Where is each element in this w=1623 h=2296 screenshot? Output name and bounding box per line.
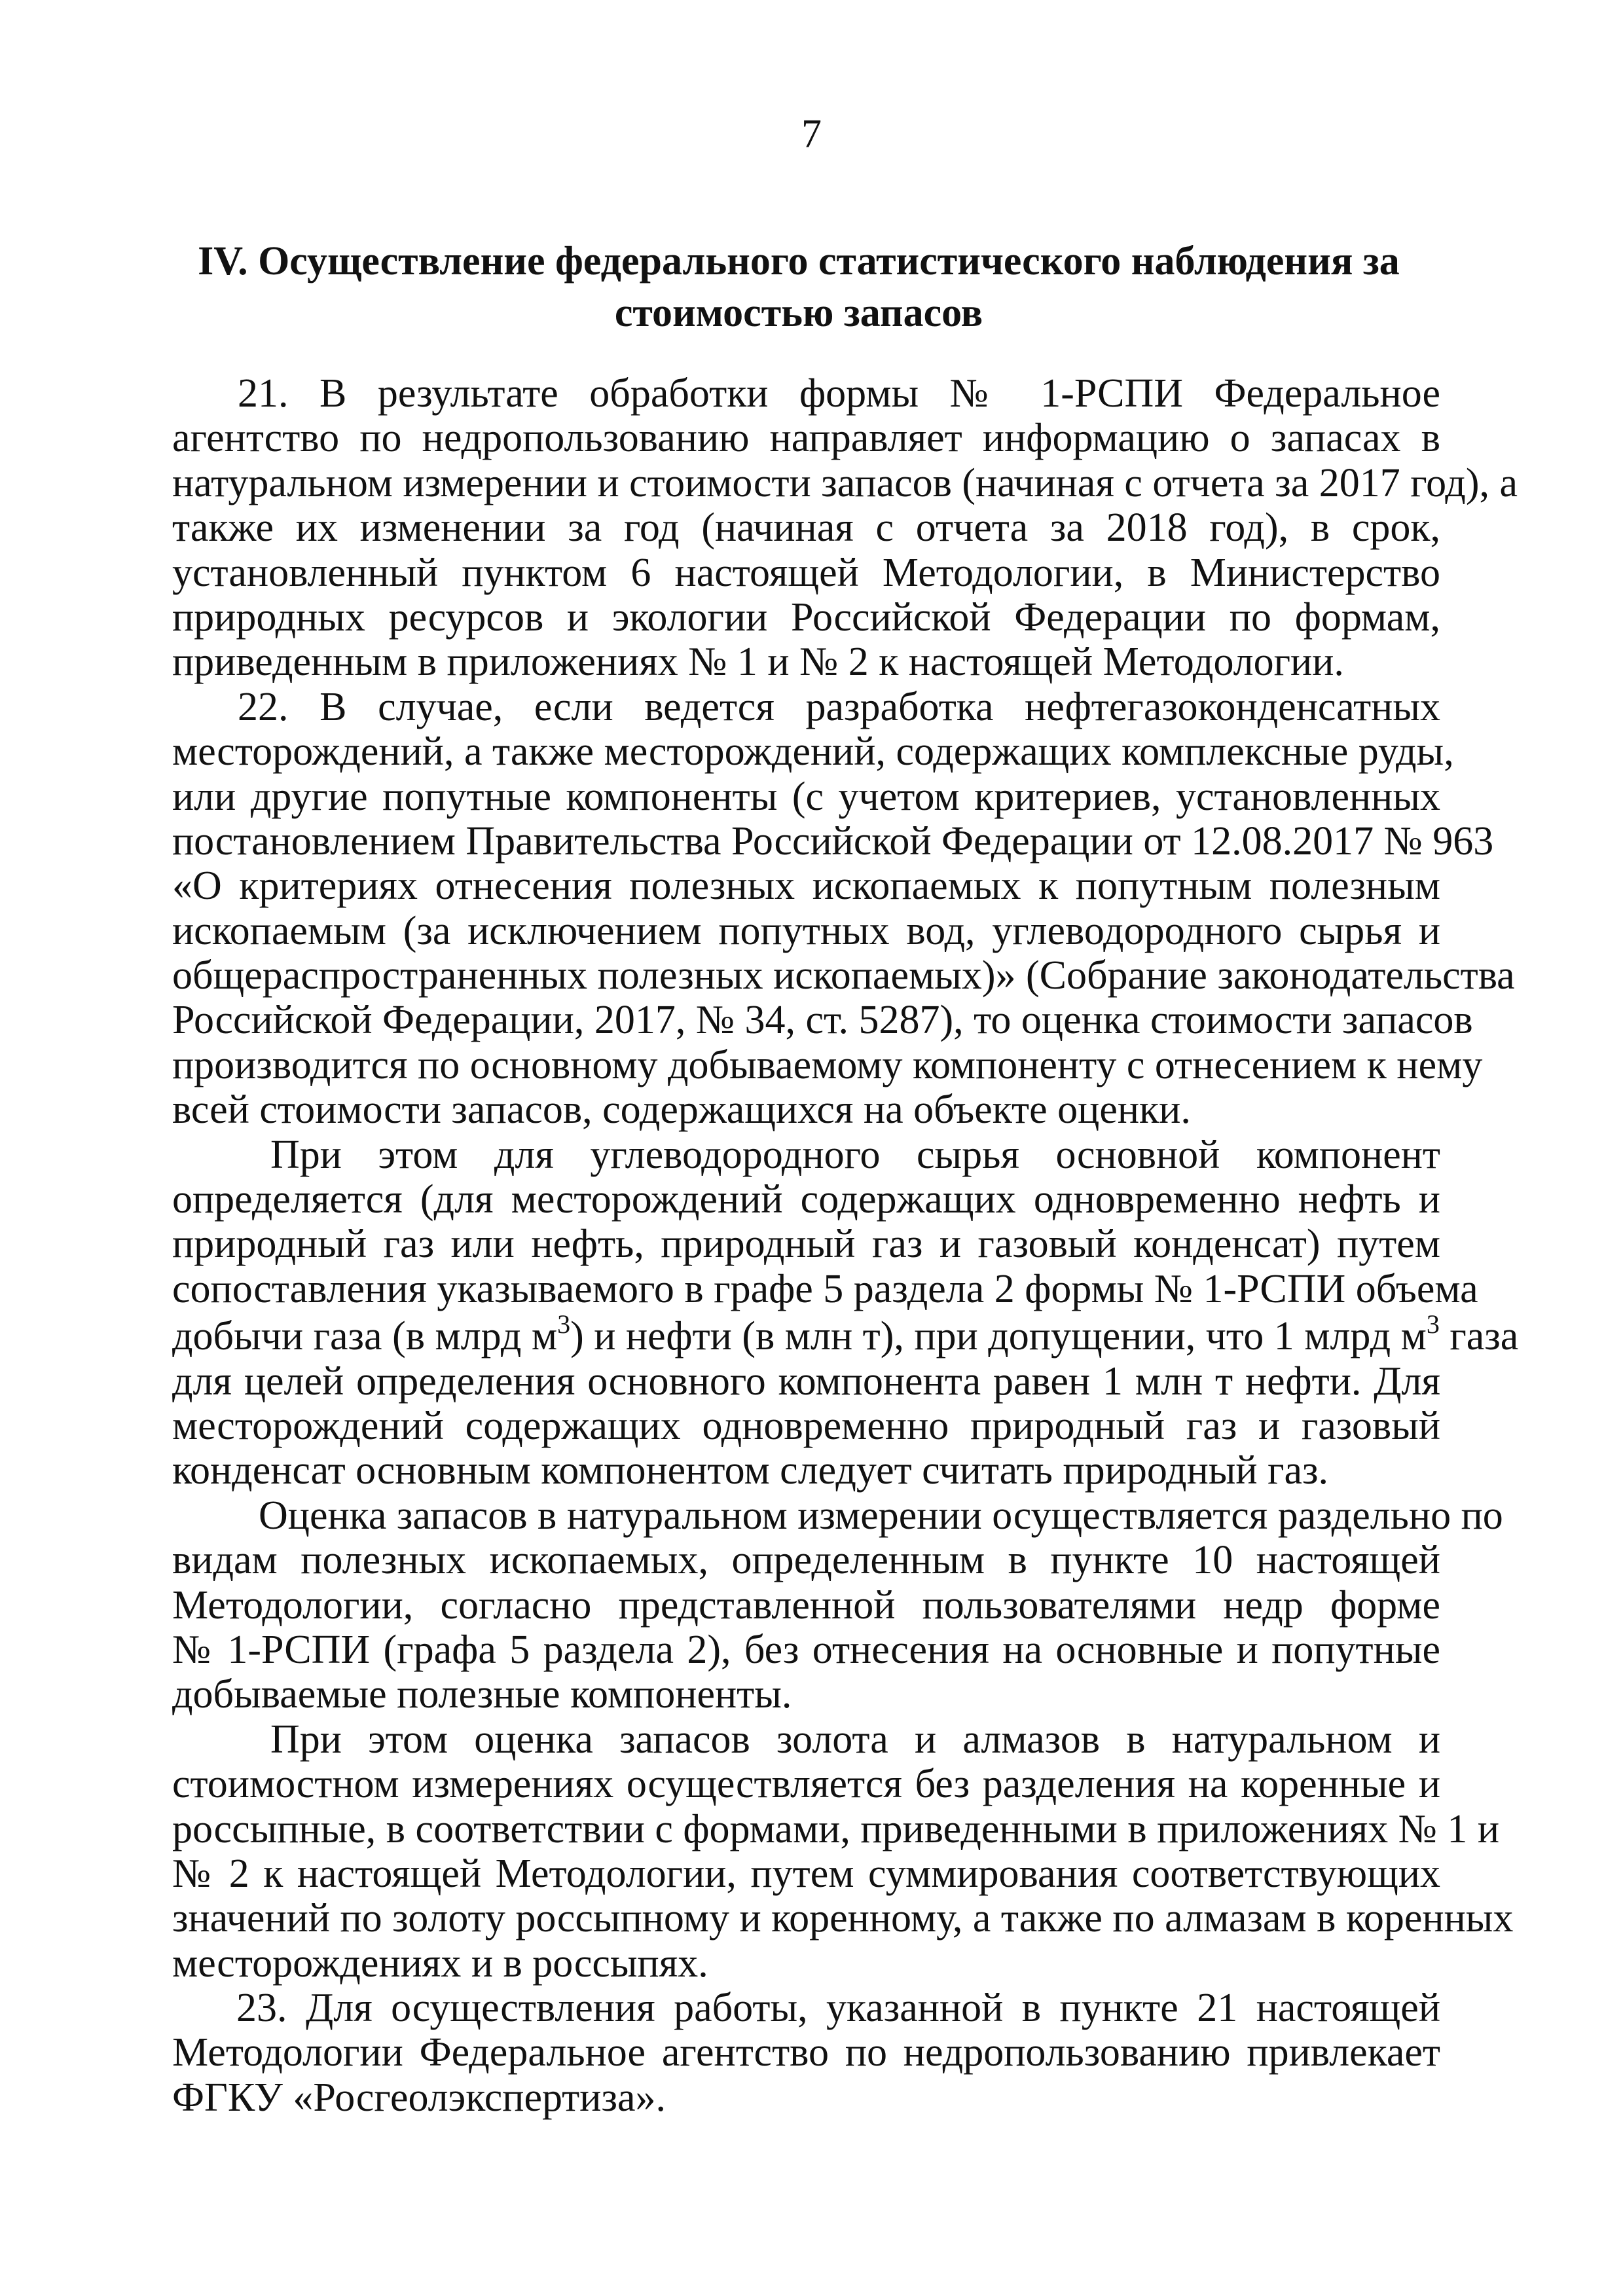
superscript: 3 [1426,1309,1440,1339]
main-component-line-with-superscripts [172,1309,1519,1359]
paragraph-22-line: производится по основному добываемому компоненту с отнесением к нему [172,1042,1483,1087]
paragraph-21-line: установленный пунктом 6 настоящей Методологии, в Министерство [172,550,1440,595]
paragraph-21-line: природных ресурсов и экологии Российской Федерации по формам, [172,594,1440,640]
text-fragment: добычи газа (в млрд м [172,1314,558,1359]
paragraph-21-line: приведенным в приложениях № 1 и № 2 к настоящей Методологии. [172,640,1344,685]
main-component-line: сопоставления указываемого в графе 5 раздела 2 формы № 1-РСПИ объема [172,1266,1478,1311]
superscript: 3 [557,1309,571,1339]
gold-diamonds-line: При этом оценка запасов золота и алмазов в натуральном и [270,1717,1440,1762]
gold-diamonds-line: месторождениях и в россыпях. [172,1941,708,1986]
main-component-line: определяется (для месторождений содержащих одновременно нефть и [172,1177,1440,1222]
section-heading-line-1: IV. Осуществление федерального статистического наблюдения за [198,239,1400,283]
gold-diamonds-line: стоимостном измерениях осуществляется без разделения на коренные и [172,1762,1440,1807]
main-component-line: конденсат основным компонентом следует считать природный газ. [172,1448,1329,1493]
paragraph-22-line: «О критериях отнесения полезных ископаемых к попутным полезным [172,864,1440,909]
text-fragment: ) и нефти (в млн т), при допущении, что 1 млрд м [570,1314,1427,1359]
main-component-line: При этом для углеводородного сырья основной компонент [270,1132,1440,1177]
section-heading-line-2: стоимостью запасов [614,291,983,335]
gold-diamonds-line: № 2 к настоящей Методологии, путем суммирования соответствующих [172,1851,1440,1896]
natural-measurement-line: Методологии, согласно представленной пользователями недр форме [172,1582,1440,1628]
paragraph-22-line: или другие попутные компоненты (с учетом критериев, установленных [172,774,1440,819]
main-component-line: для целей определения основного компонента равен 1 млн т нефти. Для [172,1358,1440,1404]
main-component-line: природный газ или нефть, природный газ и газовый конденсат) путем [172,1222,1440,1267]
paragraph-22-line: всей стоимости запасов, содержащихся на объекте оценки. [172,1087,1191,1133]
paragraph-22-line: месторождений, а также месторождений, содержащих комплексные руды, [172,729,1454,774]
gold-diamonds-line: россыпные, в соответствии с формами, приведенными в приложениях № 1 и [172,1806,1500,1851]
page-number: 7 [801,112,822,156]
paragraph-22-line: Российской Федерации, 2017, № 34, ст. 5287), то оценка стоимости запасов [172,998,1473,1043]
paragraph-21-line: 21. В результате обработки формы № 1-РСПИ Федеральное [238,371,1440,416]
section-heading [164,236,1434,339]
paragraph-21-line: также их изменении за год (начиная с отчета за 2018 год), в срок, [172,505,1440,551]
text-fragment: газа [1439,1314,1519,1359]
natural-measurement-line: добываемые полезные компоненты. [172,1672,792,1717]
natural-measurement-line: Оценка запасов в натуральном измерении осуществляется раздельно по [259,1493,1503,1538]
main-component-line: месторождений содержащих одновременно природный газ и газовый [172,1403,1440,1448]
paragraph-22-line: постановлением Правительства Российской Федерации от 12.08.2017 № 963 [172,818,1494,864]
paragraph-21-line: натуральном измерении и стоимости запасов (начиная с отчета за 2017 год), а [172,460,1518,505]
gold-diamonds-line: значений по золоту россыпному и коренному, а также по алмазам в коренных [172,1896,1514,1941]
natural-measurement-line: № 1-РСПИ (графа 5 раздела 2), без отнесения на основные и попутные [172,1627,1440,1672]
natural-measurement-line: видам полезных ископаемых, определенным в пункте 10 настоящей [172,1538,1440,1583]
paragraph-23-line: ФГКУ «Росгеолэкспертиза». [172,2075,666,2120]
paragraph-23-line: 23. Для осуществления работы, указанной в пункте 21 настоящей [236,1986,1440,2031]
paragraph-22-line: ископаемым (за исключением попутных вод, углеводородного сырья и [172,908,1440,953]
paragraph-23-line: Методологии Федеральное агентство по недропользованию привлекает [172,2030,1440,2075]
paragraph-22-line: общераспространенных полезных ископаемых)» (Собрание законодательства [172,953,1515,998]
document-body [172,371,1519,2120]
paragraph-21-line: агентство по недропользованию направляет информацию о запасах в [172,416,1440,461]
paragraph-22-line: 22. В случае, если ведется разработка нефтегазоконденсатных [238,684,1440,729]
